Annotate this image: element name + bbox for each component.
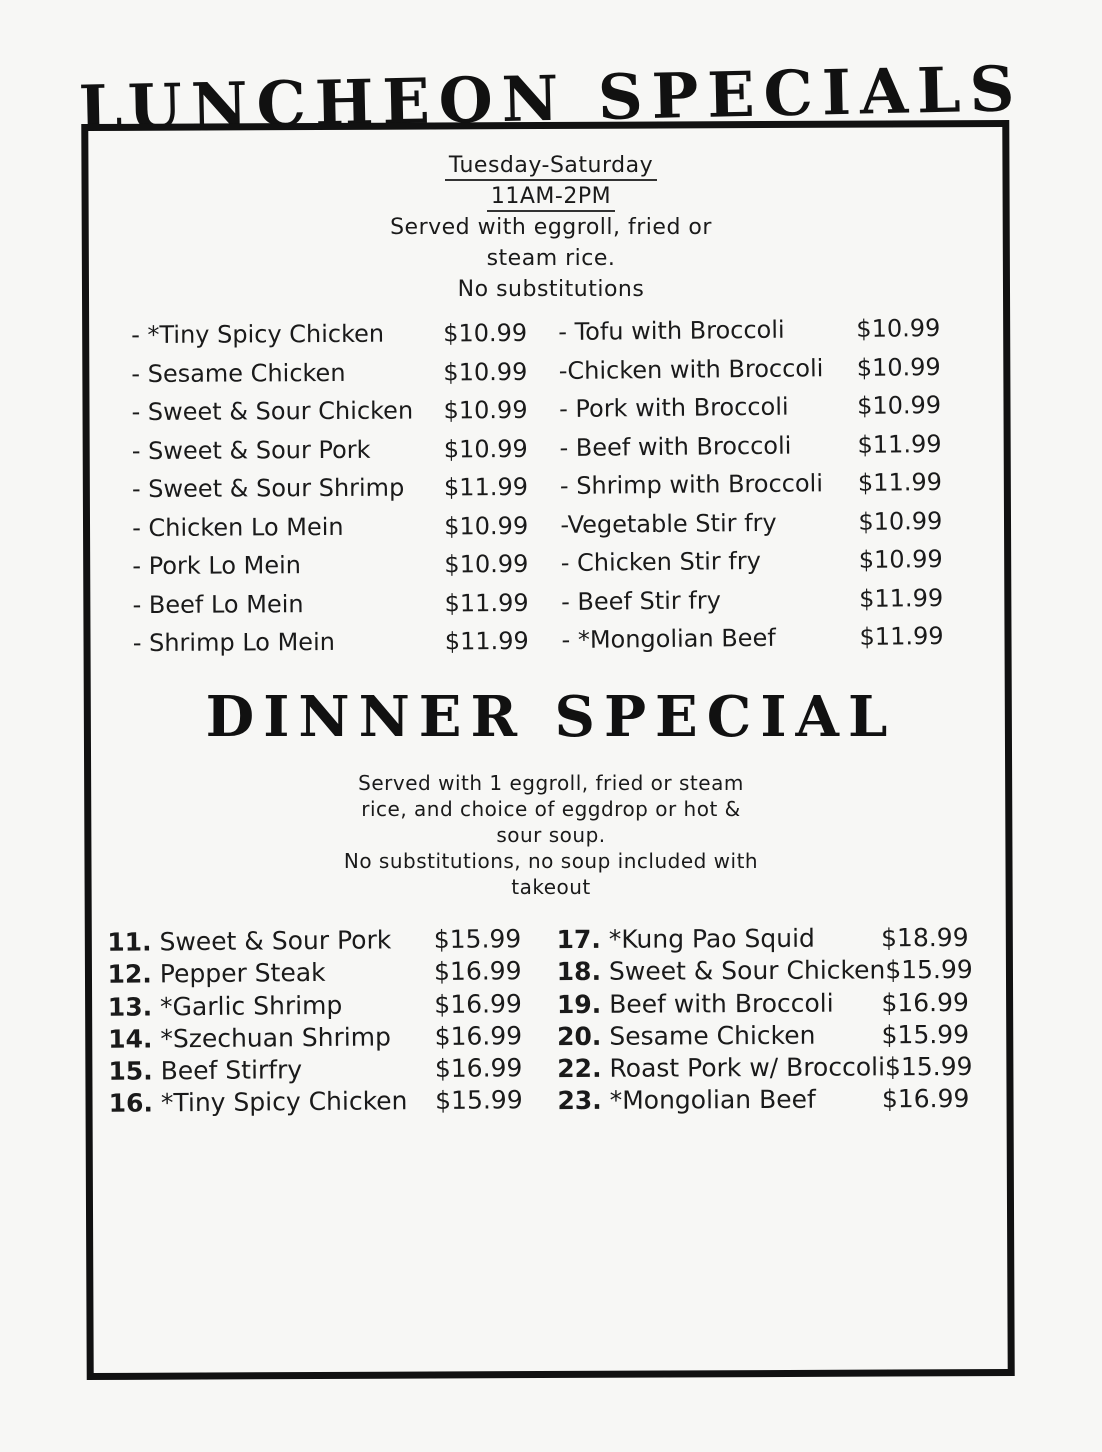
item-price: $10.99 — [443, 434, 528, 463]
item-number: 15. — [108, 1056, 153, 1086]
menu-item — [559, 353, 941, 395]
item-number: 17. — [556, 924, 601, 955]
lunch-served-line1: Served with eggroll, fried or — [390, 215, 712, 240]
dinner-served-line3: sour soup. — [496, 823, 606, 847]
item-number: 22. — [557, 1054, 602, 1084]
item-number: 12. — [107, 959, 152, 990]
item-price: $11.99 — [859, 621, 944, 651]
item-name: Roast Pork w/ Broccoli — [609, 1052, 886, 1083]
item-number: 20. — [557, 1021, 602, 1051]
item-price: $15.99 — [881, 1019, 970, 1050]
menu-item — [131, 396, 527, 437]
item-name: - *Tiny Spicy Chicken — [131, 319, 385, 350]
item-number: 11. — [107, 927, 152, 957]
item-price: $18.99 — [881, 922, 969, 953]
menu-item — [131, 319, 527, 360]
lunch-note: No substitutions — [457, 277, 645, 302]
lunch-menu-right — [558, 314, 944, 664]
item-price: $11.99 — [859, 583, 944, 613]
item-price: $11.99 — [444, 588, 529, 617]
item-name: *Tiny Spicy Chicken — [160, 1086, 408, 1118]
item-name: *Szechuan Shrimp — [160, 1022, 392, 1054]
item-price: $10.99 — [444, 549, 529, 579]
item-name: *Kung Pao Squid — [608, 923, 815, 954]
dinner-info — [0, 770, 1102, 900]
menu-item — [560, 468, 942, 510]
item-price: $10.99 — [443, 318, 528, 348]
item-price: $15.99 — [435, 1085, 523, 1116]
menu-item — [556, 955, 973, 989]
luncheon-title: LUNCHEON SPECIALS — [77, 52, 1025, 145]
menu-item — [133, 627, 529, 668]
lunch-menu-left — [131, 319, 529, 668]
item-name: Sweet & Sour Chicken — [608, 955, 886, 987]
lunch-days: Tuesday-Saturday — [445, 152, 657, 181]
menu-item — [133, 588, 529, 629]
item-name: - Shrimp with Broccoli — [559, 469, 824, 500]
item-price: $11.99 — [443, 472, 529, 502]
item-number: 19. — [556, 989, 602, 1019]
item-price: $10.99 — [856, 352, 941, 382]
item-price: $16.99 — [434, 988, 522, 1019]
item-name: - Chicken Stir fry — [560, 546, 762, 577]
dinner-note-line2: takeout — [511, 875, 591, 899]
item-price: $15.99 — [885, 955, 973, 985]
item-name: Sesame Chicken — [609, 1020, 816, 1051]
menu-item — [131, 357, 527, 398]
lunch-hours: 11AM-2PM — [487, 183, 615, 212]
item-name: *Mongolian Beef — [609, 1085, 816, 1116]
menu-item — [107, 924, 521, 960]
item-name: - Pork Lo Mein — [132, 551, 302, 581]
item-price: $10.99 — [443, 395, 528, 425]
item-price: $16.99 — [433, 956, 522, 987]
item-name: - Chicken Lo Mein — [132, 512, 344, 542]
item-price: $11.99 — [444, 626, 529, 656]
menu-item — [557, 1052, 973, 1086]
item-number: 14. — [108, 1024, 153, 1054]
menu-item — [132, 473, 528, 514]
menu-item — [557, 988, 969, 1022]
menu-item — [108, 1021, 522, 1057]
menu-item — [109, 1086, 523, 1122]
item-name: - Beef with Broccoli — [559, 431, 792, 462]
menu-item — [560, 506, 942, 548]
menu-item — [561, 583, 943, 625]
menu-item — [132, 550, 528, 591]
menu-item — [559, 391, 941, 433]
item-price: $10.99 — [857, 391, 942, 420]
item-number: 23. — [557, 1086, 602, 1116]
dinner-menu-right — [556, 922, 973, 1119]
menu-item — [557, 1084, 969, 1118]
lunch-served-line2: steam rice. — [486, 246, 616, 271]
dinner-title: DINNER SPECIAL — [205, 684, 897, 750]
dinner-served-line2: rice, and choice of eggdrop or hot & — [361, 797, 741, 821]
menu-item — [561, 545, 943, 587]
item-price: $15.99 — [884, 1052, 973, 1082]
item-name: - Beef Stir fry — [561, 585, 722, 616]
item-price: $16.99 — [434, 1053, 523, 1084]
item-price: $16.99 — [881, 987, 969, 1017]
menu-item — [132, 511, 528, 552]
menu-item — [132, 434, 528, 475]
item-number: 16. — [108, 1088, 154, 1119]
item-name: Pepper Steak — [159, 958, 326, 989]
menu-item — [558, 314, 940, 356]
dinner-note-line1: No substitutions, no soup included with — [343, 849, 759, 873]
menu-item — [556, 923, 968, 957]
item-name: - Sweet & Sour Shrimp — [131, 473, 405, 504]
item-name: *Garlic Shrimp — [159, 990, 343, 1021]
item-number: 13. — [107, 992, 153, 1022]
item-price: $10.99 — [444, 511, 529, 540]
item-price: $11.99 — [857, 468, 943, 497]
item-name: - *Mongolian Beef — [561, 623, 776, 654]
item-name: -Vegetable Stir fry — [560, 508, 777, 539]
item-name: -Chicken with Broccoli — [558, 353, 824, 385]
menu-item — [557, 1020, 969, 1054]
dinner-served-line1: Served with 1 eggroll, fried or steam — [358, 771, 744, 795]
item-name: - Tofu with Broccoli — [558, 315, 785, 347]
luncheon-info — [0, 150, 1102, 305]
item-name: Beef with Broccoli — [609, 988, 834, 1019]
menu-item — [107, 956, 521, 992]
item-name: - Sweet & Sour Pork — [131, 435, 371, 465]
item-name: - Shrimp Lo Mein — [132, 627, 335, 658]
item-price: $10.99 — [443, 357, 528, 386]
item-name: - Pork with Broccoli — [559, 392, 789, 424]
item-price: $15.99 — [433, 924, 522, 954]
item-price: $11.99 — [857, 429, 942, 459]
item-number: 18. — [556, 957, 602, 987]
item-name: Beef Stirfry — [160, 1055, 303, 1086]
item-name: - Beef Lo Mein — [132, 589, 304, 619]
menu-item — [561, 622, 943, 664]
item-name: - Sweet & Sour Chicken — [131, 396, 414, 427]
menu-item — [108, 989, 522, 1025]
dinner-menu-left — [107, 924, 523, 1121]
menu-item — [559, 430, 941, 472]
item-price: $10.99 — [858, 506, 943, 536]
item-price: $10.99 — [856, 314, 941, 343]
item-price: $10.99 — [858, 544, 943, 574]
item-price: $16.99 — [434, 1021, 523, 1051]
menu-item — [108, 1053, 522, 1089]
item-price: $16.99 — [881, 1084, 970, 1114]
item-name: - Sesame Chicken — [131, 358, 346, 388]
item-name: Sweet & Sour Pork — [159, 925, 392, 957]
